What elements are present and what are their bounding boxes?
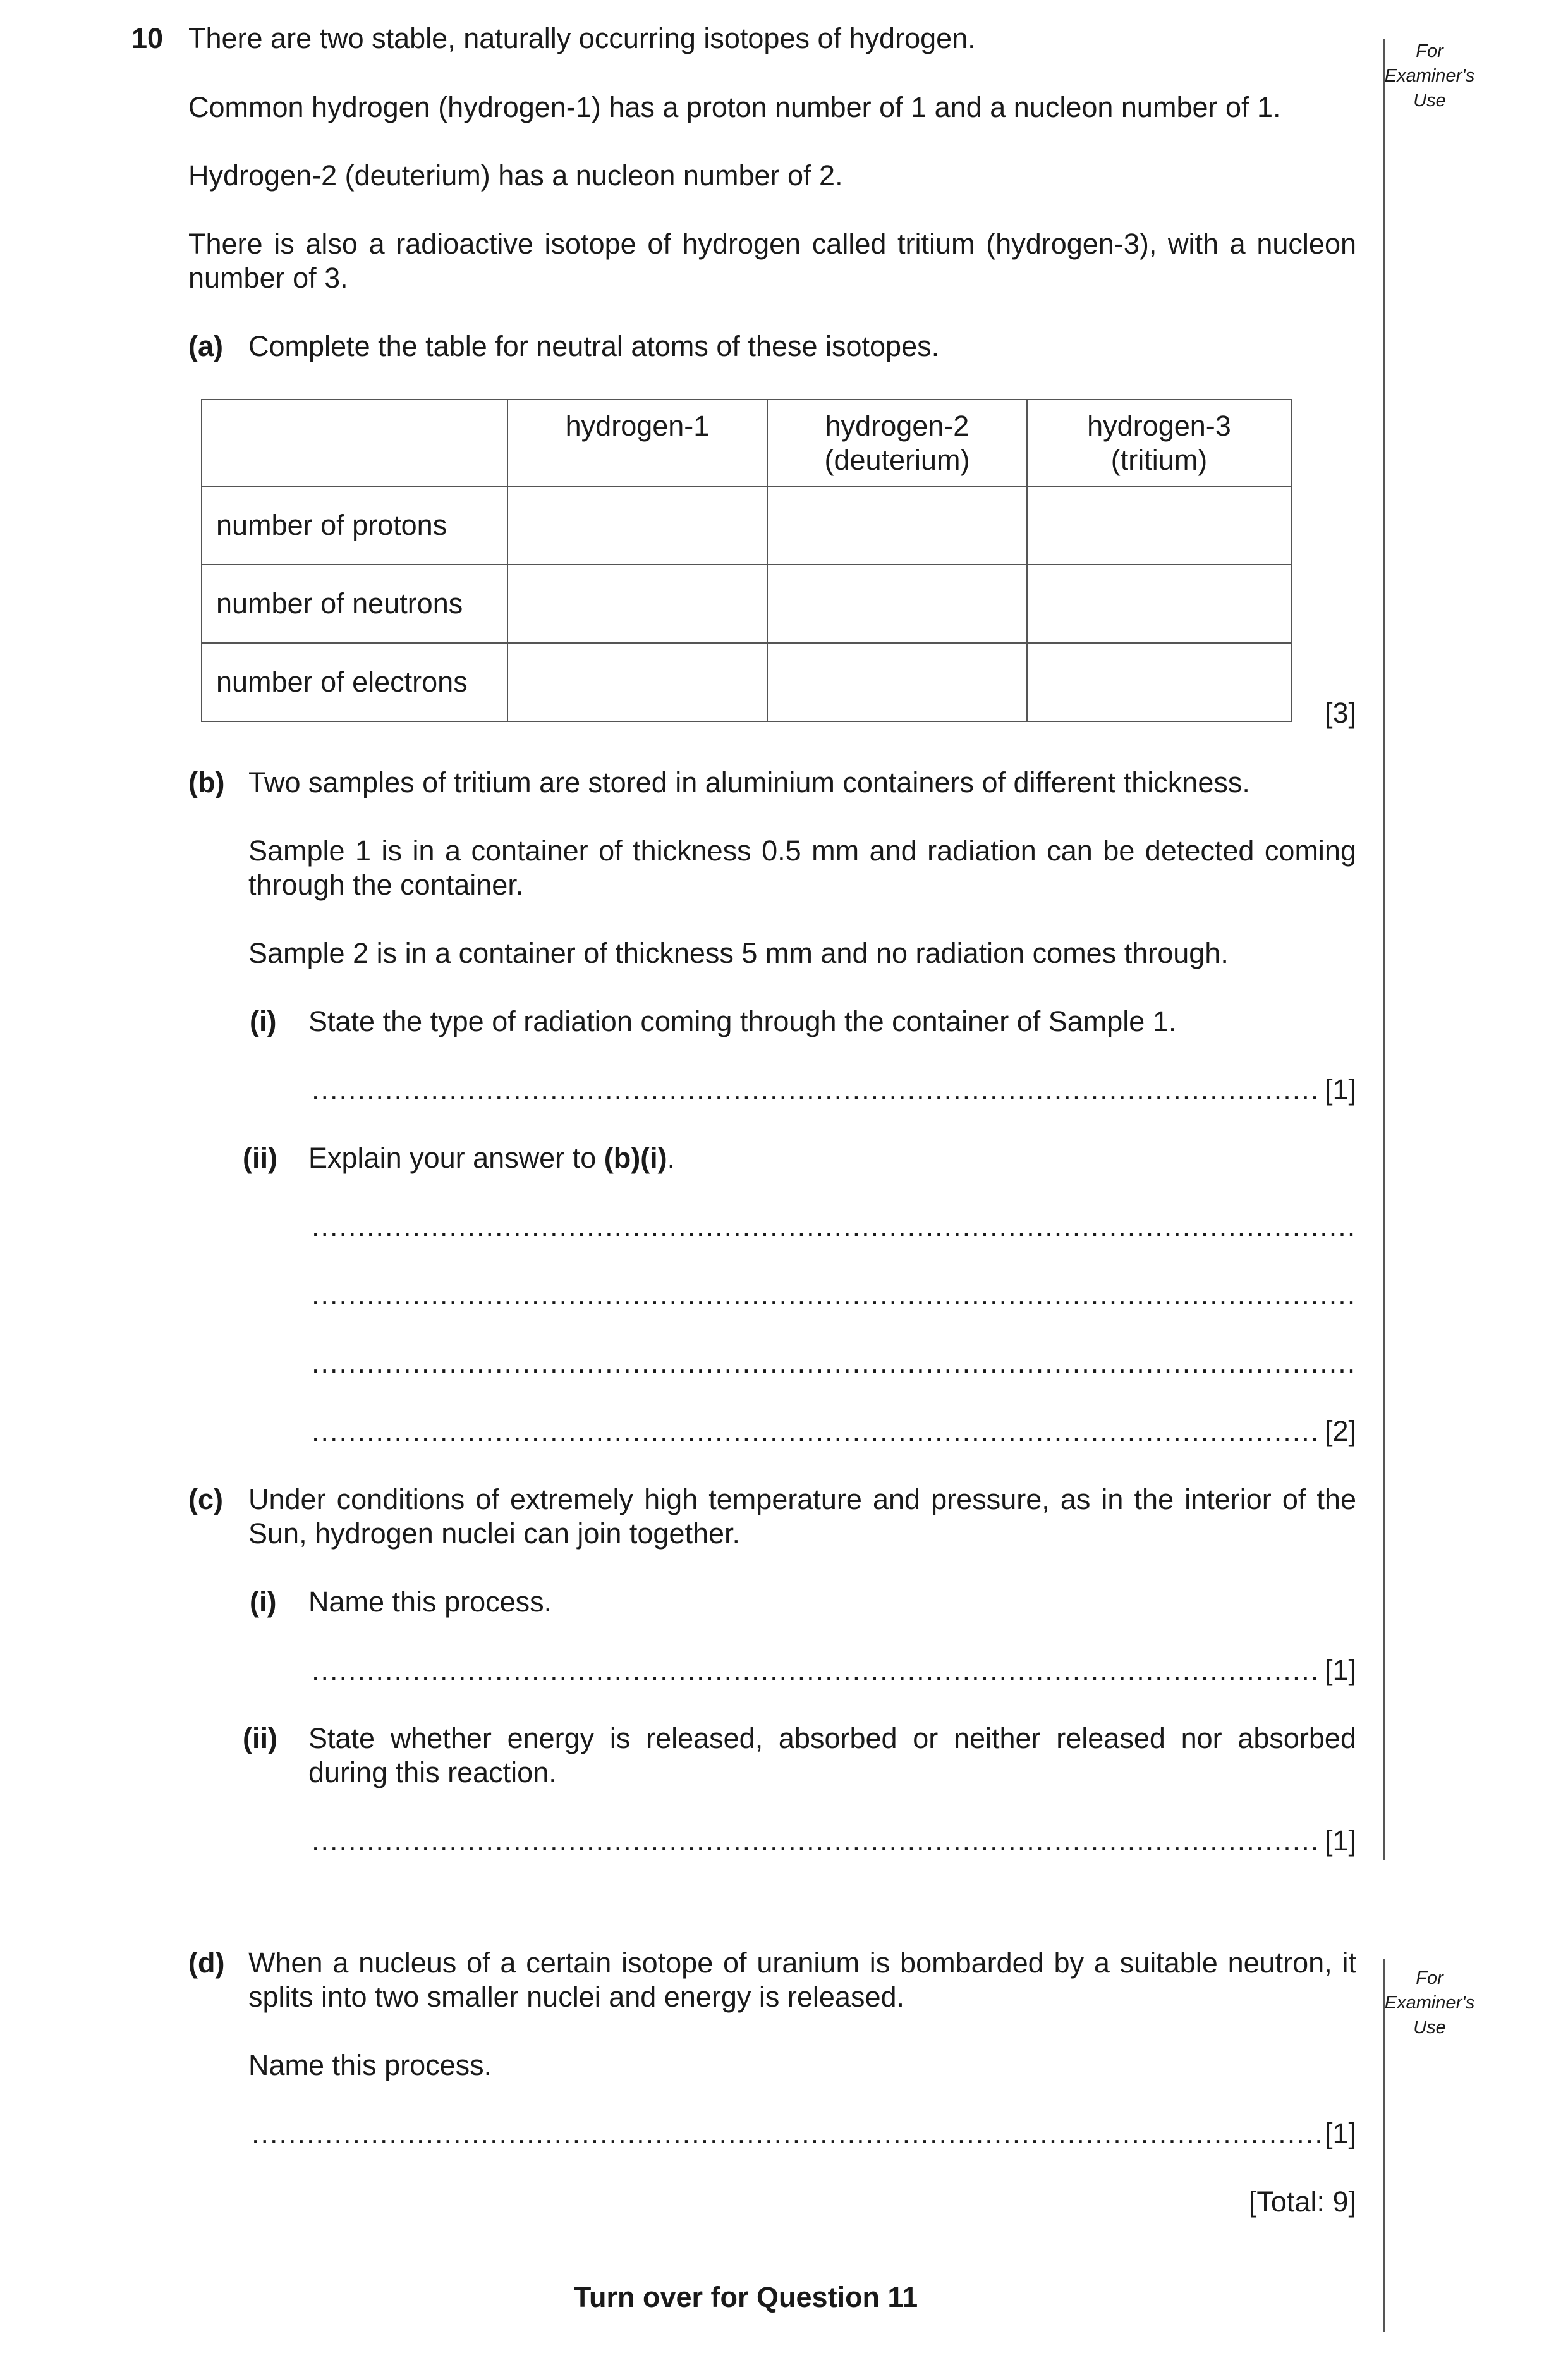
marks: [1] (1324, 1825, 1356, 1857)
intro-line: Common hydrogen (hydrogen-1) has a proton number of 1 and a nucleon number of 1. (188, 91, 1281, 123)
answer-cell[interactable] (507, 565, 767, 643)
examiner-note-line: For (1416, 1968, 1443, 1988)
part-d-text: When a nucleus of a certain isotope of uranium is bombarded by a suitable neutron, it splits into two smaller nuclei and energy is released. (248, 1947, 1356, 2013)
table-column-header (1027, 400, 1291, 486)
answer-line-b-i[interactable] (312, 1073, 1356, 1107)
table-row-label: number of protons (202, 486, 507, 565)
intro-line: There is also a radioactive isotope of hydrogen called tritium (hydrogen-3), with a nucleon number of 3. (188, 228, 1356, 294)
examiner-use-note (1379, 1966, 1480, 2040)
answer-cell[interactable] (767, 643, 1027, 721)
answer-cell[interactable] (1027, 643, 1291, 721)
part-b-ii-text (308, 1141, 675, 1175)
isotope-table (201, 399, 1292, 722)
examiner-note-line: Use (1413, 2017, 1446, 2038)
answer-line-c-ii[interactable] (312, 1824, 1356, 1858)
column-header-line: (tritium) (1110, 444, 1208, 476)
answer-line-d[interactable] (252, 2117, 1356, 2151)
examiner-use-note (1379, 39, 1480, 113)
part-b-ii-label: (ii) (243, 1142, 277, 1174)
part-b-ii-text-prefix: Explain your answer to (308, 1142, 604, 1174)
intro-line: Hydrogen-2 (deuterium) has a nucleon number of 2. (188, 159, 843, 192)
marks: [1] (1324, 1654, 1356, 1686)
part-c-ii-text: State whether energy is released, absorbed or neither released nor absorbed during this reaction. (308, 1722, 1356, 1788)
table-column-header (767, 400, 1027, 486)
dotted-line (312, 1209, 1356, 1244)
examiner-margin-rule (1383, 39, 1385, 1860)
dotted-line (312, 1278, 1356, 1312)
examiner-note-line: Use (1413, 90, 1446, 111)
answer-cell[interactable] (507, 643, 767, 721)
dotted-line (312, 1414, 1321, 1448)
part-a-label: (a) (188, 330, 223, 362)
column-header-line: hydrogen-1 (565, 410, 710, 442)
dotted-line (252, 2117, 1321, 2151)
answer-line-b-ii[interactable] (312, 1414, 1356, 1448)
examiner-note-line: For (1416, 41, 1443, 61)
part-c-label: (c) (188, 1483, 223, 1515)
turn-over-footer: Turn over for Question 11 (573, 2281, 918, 2313)
part-d-label: (d) (188, 1947, 225, 1979)
answer-line-b-ii[interactable] (312, 1278, 1356, 1312)
column-header-line: hydrogen-2 (825, 410, 969, 442)
answer-cell[interactable] (1027, 565, 1291, 643)
answer-cell[interactable] (507, 486, 767, 565)
part-b-sample1: Sample 1 is in a container of thickness 0.5 mm and radiation can be detected coming through the container. (248, 835, 1356, 901)
part-b-sample2: Sample 2 is in a container of thickness 5 mm and no radiation comes through. (248, 937, 1229, 969)
dotted-line (312, 1653, 1321, 1687)
marks: [1] (1324, 2117, 1356, 2149)
part-b-text: Two samples of tritium are stored in aluminium containers of different thickness. (248, 766, 1250, 798)
marks: [2] (1324, 1415, 1356, 1447)
examiner-margin-rule (1383, 1959, 1385, 2332)
question-number: 10 (131, 22, 164, 54)
examiner-note-line: Examiner's (1384, 1993, 1475, 2013)
answer-cell[interactable] (767, 486, 1027, 565)
answer-line-c-i[interactable] (312, 1653, 1356, 1687)
part-b-i-label: (i) (250, 1005, 277, 1037)
part-b-i-text: State the type of radiation coming through the container of Sample 1. (308, 1005, 1177, 1037)
dotted-line (312, 1073, 1321, 1107)
part-c-i-text: Name this process. (308, 1586, 552, 1618)
answer-cell[interactable] (767, 565, 1027, 643)
column-header-line: (deuterium) (824, 444, 970, 476)
part-a-text: Complete the table for neutral atoms of these isotopes. (248, 330, 940, 362)
part-d-prompt: Name this process. (248, 2049, 492, 2081)
table-column-header (507, 400, 767, 486)
part-b-label: (b) (188, 766, 225, 798)
part-c-ii-label: (ii) (243, 1722, 277, 1754)
examiner-note-line: Examiner's (1384, 66, 1475, 86)
table-row-label: number of neutrons (202, 565, 507, 643)
intro-line: There are two stable, naturally occurring isotopes of hydrogen. (188, 22, 976, 54)
part-b-ii-text-suffix: . (667, 1142, 676, 1174)
part-a-marks: [3] (1324, 697, 1356, 729)
table-corner-cell (202, 400, 507, 486)
answer-cell[interactable] (1027, 486, 1291, 565)
answer-line-b-ii[interactable] (312, 1209, 1356, 1244)
marks: [1] (1324, 1073, 1356, 1106)
column-header-line: hydrogen-3 (1087, 410, 1231, 442)
dotted-line (312, 1824, 1321, 1858)
part-c-i-label: (i) (250, 1586, 277, 1618)
table-row-label: number of electrons (202, 643, 507, 721)
answer-line-b-ii[interactable] (312, 1346, 1356, 1380)
total-marks: [Total: 9] (1248, 2186, 1356, 2218)
part-c-text: Under conditions of extremely high temperature and pressure, as in the interior of the Sun, hydrogen nuclei can join together. (248, 1483, 1356, 1550)
part-b-ii-text-ref: (b)(i) (604, 1142, 667, 1174)
dotted-line (312, 1346, 1356, 1380)
